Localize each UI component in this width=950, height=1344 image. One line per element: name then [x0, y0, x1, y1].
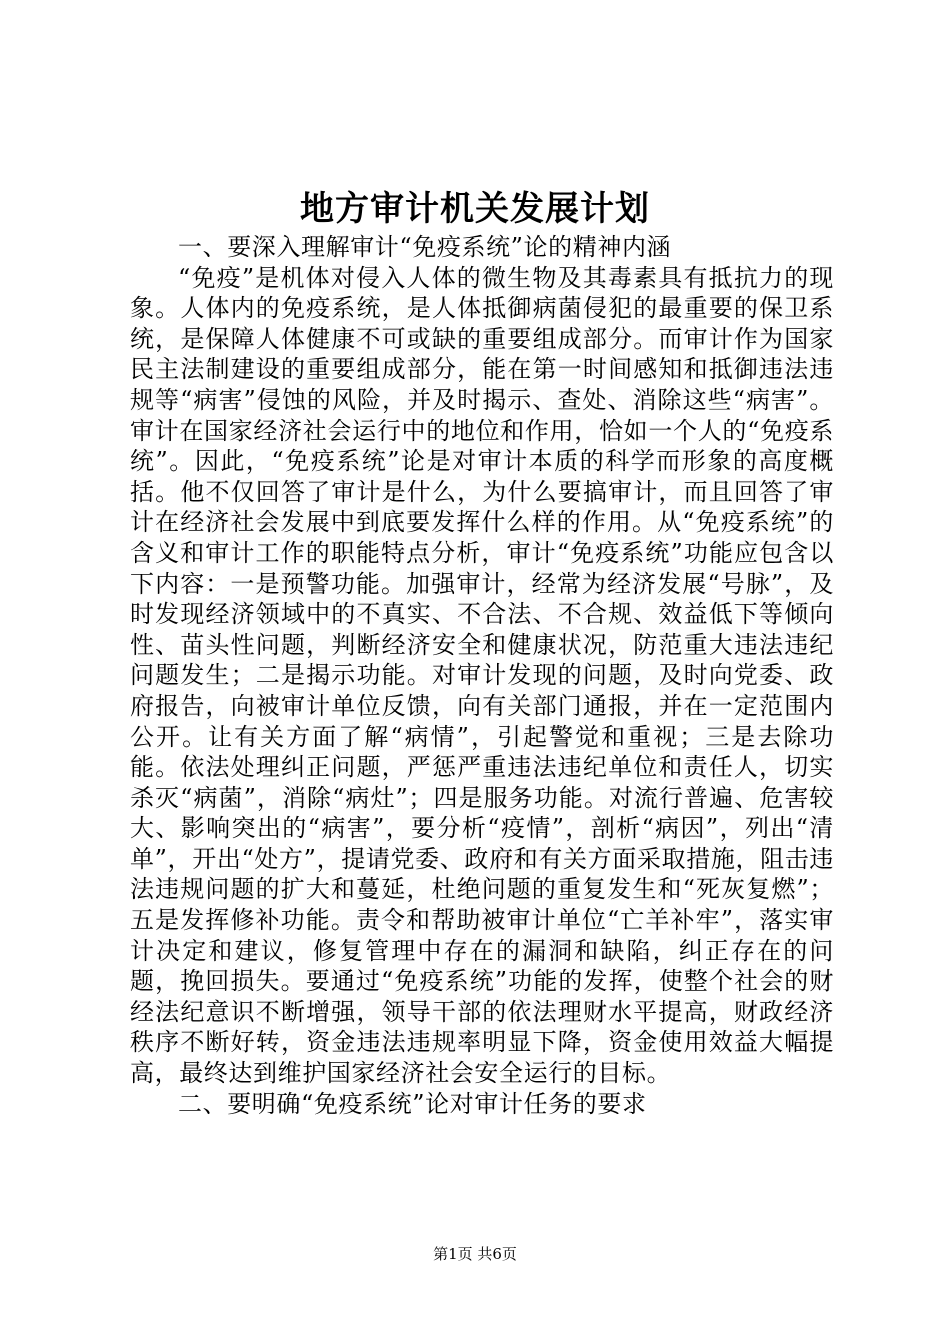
section-heading-2: 二、要明确“免疫系统”论对审计任务的要求 [178, 1089, 647, 1118]
page-footer: 第1页 共6页 [433, 1245, 517, 1263]
body-paragraph: “免疫”是机体对侵入人体的微生物及其毒素具有抵抗力的现象。人体内的免疫系统，是人体抵御病菌侵犯的最重要的保卫系统，是保障人体健康不可或缺的重要组成部分。而审计作为国家民主法制建设的重要组成部分，能在第一时间感知和抵御违法违规等“病害”侵蚀的风险，并及时揭示、查处、消除这些“病害”。审计在国家经济社会运行中的地位和作用，恰如一个人的“免疫系统”。因此，“免疫系统”论是对审计本质的科学而形象的高度概括。他不仅回答了审计是什么，为什么要搞审计，而且回答了审计在经济社会发展中到底要发挥什么样的作用。从“免疫系统”的含义和审计工作的职能特点分析，审计“免疫系统”功能应包含以下内容：一是预警功能。加强审计，经常为经济发展“号脉”，及时发现经济领域中的不真实、不合法、不合规、效益低下等倾向性、苗头性问题，判断经济安全和健康状况，防范重大违法违纪问题发生；二是揭示功能。对审计发现的问题，及时向党委、政府报告，向被审计单位反馈，向有关部门通报，并在一定范围内公开。让有关方面了解“病情”，引起警觉和重视；三是去除功能。依法处理纠正问题，严惩严重违法违纪单位和责任人，切实杀灭“病菌”，消除“病灶”；四是服务功能。对流行普遍、危害较大、影响突出的“病害”，要分析“疫情”，剖析“病因”，列出“清单”，开出“处方”，提请党委、政府和有关方面采取措施，阻击违法违规问题的扩大和蔓延，杜绝问题的重复发生和“死灰复燃”；五是发挥修补功能。责令和帮助被审计单位“亡羊补牢”，落实审计决定和建议，修复管理中存在的漏洞和缺陷，纠正存在的问题，挽回损失。要通过“免疫系统”功能的发挥，使整个社会的财经法纪意识不断增强，领导干部的依法理财水平提高，财政经济秩序不断好转，资金违法违规率明显下降，资金使用效益大幅提高，最终达到维护国家经济社会安全运行的目标。 [130, 263, 834, 1088]
document-body [130, 232, 834, 1119]
document-title: 地方审计机关发展计划 [300, 189, 650, 229]
section-heading-1: 一、要深入理解审计“免疫系统”论的精神内涵 [178, 233, 672, 261]
